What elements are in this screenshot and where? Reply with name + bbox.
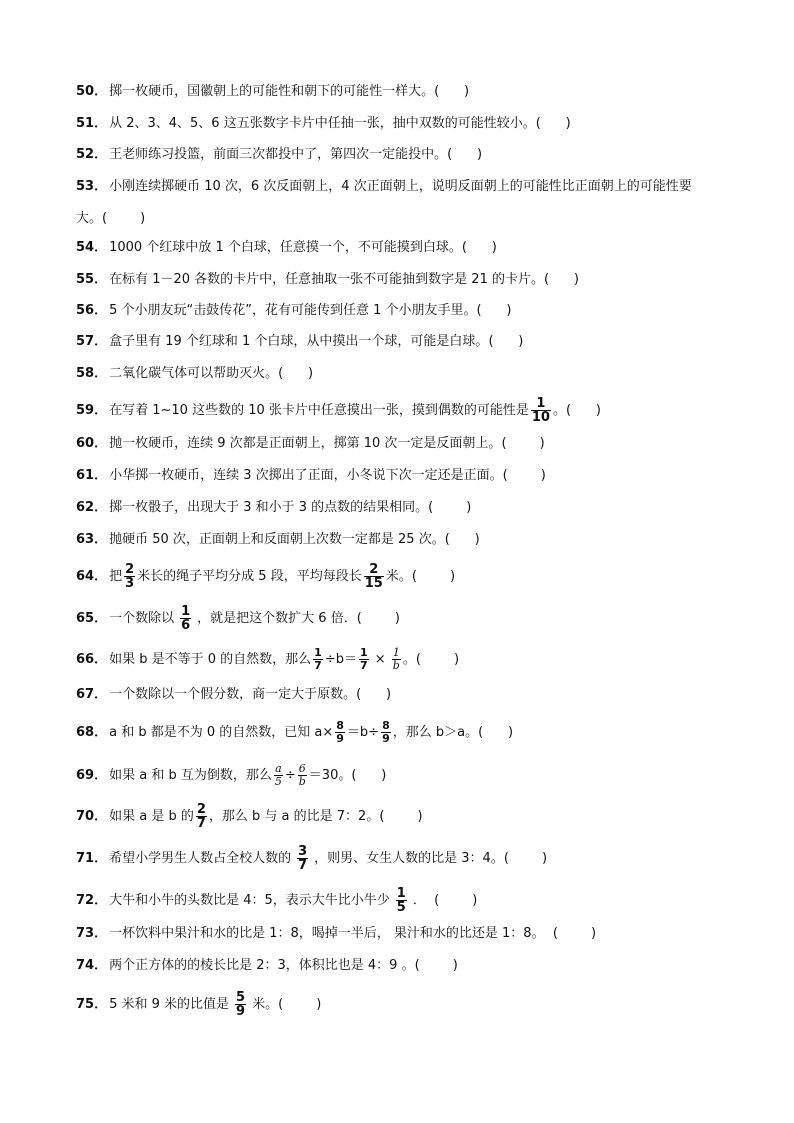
fraction: $\frac{6}{b}$ <box>298 762 306 788</box>
question-text: 小华掷一枚硬币，连续 3 次掷出了正面，小冬说下次一定还是正面。 <box>109 468 503 483</box>
question-text: 王老师练习投篮，前面三次都投中了，第四次一定能投中。 <box>109 147 448 162</box>
question-57: 57． 盒子里有 19 个红球和 1 个白球，从中摸出一个球，可能是白球。( ) <box>76 334 524 349</box>
question-text: 二氧化碳气体可以帮助灭火。 <box>109 366 279 381</box>
fraction: $\frac{1}{10}$ <box>531 396 550 425</box>
question-text: 掷一枚硬币，国徽朝上的可能性和朝下的可能性一样大。 <box>109 84 435 99</box>
fraction: $\frac{a}{5}$ <box>274 762 282 788</box>
question-63: 63． 抛硬币 50 次，正面朝上和反面朝上次数一定都是 25 次。( ) <box>76 532 480 547</box>
question-text: 5 米和 9 米的比值是 <box>109 997 230 1012</box>
question-72: 72． 大牛和小牛的头数比是 4：5，表示大牛比小牛少 $\frac{1}{5}$ ． ( ) <box>76 886 478 915</box>
answer-blank[interactable]: ( ) <box>535 116 571 131</box>
fraction: $\frac{5}{9}$ <box>236 990 246 1019</box>
answer-blank[interactable]: ( ) <box>434 84 470 99</box>
answer-blank[interactable]: ( ) <box>502 468 546 483</box>
answer-blank[interactable]: ( ) <box>461 240 497 255</box>
question-62: 62． 掷一枚骰子，出现大于 3 和小于 3 的点数的结果相同。( ) <box>76 500 472 515</box>
answer-blank[interactable]: ( ) <box>415 652 460 667</box>
question-70: 70． 如果 a 是 b 的 $\frac{2}{7}$ ，那么 b 与 a 的比是 7：2。( ) <box>76 802 423 831</box>
answer-blank[interactable]: ( ) <box>425 893 478 908</box>
answer-blank[interactable]: ( ) <box>379 809 423 824</box>
question-text: 1000 个红球中放 1 个白球，任意摸一个，不可能摸到白球。 <box>109 240 462 255</box>
answer-blank[interactable]: ( ) <box>411 569 456 584</box>
question-51: 51． 从 2、3、4、5、6 这五张数字卡片中任抽一张，抽中双数的可能性较小。( ) <box>76 116 571 131</box>
question-73: 73． 一杯饮料中果汁和水的比是 1：8，喝掉一半后， 果汁和水的比还是 1：8。 ( ) <box>76 926 597 941</box>
answer-blank[interactable]: ( ) <box>543 272 579 287</box>
question-68: 68． a 和 b 都是不为 0 的自然数，已知 a× $\frac{8}{9}$ ＝b÷ $\frac{8}{9}$ ，那么 b＞a。( ) <box>76 719 514 745</box>
answer-blank[interactable]: ( ) <box>102 211 146 226</box>
fraction: $\frac{1}{b}$ <box>392 646 400 672</box>
question-50: 50． 掷一枚硬币，国徽朝上的可能性和朝下的可能性一样大。( ) <box>76 84 470 99</box>
fraction: $\frac{3}{7}$ <box>298 844 308 873</box>
question-text: 抛一枚硬币，连续 9 次都是正面朝上，掷第 10 次一定是反面朝上。 <box>109 436 502 451</box>
question-69: 69． 如果 a 和 b 互为倒数，那么 $\frac{a}{5}$ ÷ $\frac{6}{b}$ ＝30。( ) <box>76 762 387 788</box>
question-67: 67． 一个数除以一个假分数，商一定大于原数。( ) <box>76 687 392 702</box>
question-56: 56． 5 个小朋友玩“击鼓传花”，花有可能传到任意 1 个小朋友手里。( ) <box>76 303 512 318</box>
answer-blank[interactable]: ( ) <box>278 997 322 1012</box>
question-text: 一个数除以 <box>109 611 175 626</box>
question-54: 54． 1000 个红球中放 1 个白球，任意摸一个，不可能摸到白球。( ) <box>76 240 497 255</box>
answer-blank[interactable]: ( ) <box>476 303 512 318</box>
question-text: 抛硬币 50 次，正面朝上和反面朝上次数一定都是 25 次。 <box>109 532 445 547</box>
answer-blank[interactable]: ( ) <box>414 958 458 973</box>
question-text: 一个数除以一个假分数，商一定大于原数。 <box>109 687 357 702</box>
question-text: 盒子里有 19 个红球和 1 个白球，从中摸出一个球，可能是白球。 <box>109 334 489 349</box>
answer-blank[interactable]: ( ) <box>356 611 400 626</box>
question-52: 52． 王老师练习投篮，前面三次都投中了，第四次一定能投中。( ) <box>76 147 483 162</box>
fraction: $\frac{8}{9}$ <box>336 719 344 745</box>
answer-blank[interactable]: ( ) <box>351 768 387 783</box>
fraction: $\frac{1}{5}$ <box>396 886 406 915</box>
question-text: 在写着 1~10 这些数的 10 张卡片中任意摸出一张，摸到偶数的可能性是 <box>109 403 529 418</box>
answer-blank[interactable]: ( ) <box>447 147 483 162</box>
question-66: 66． 如果 b 是不等于 0 的自然数，那么 $\frac{1}{7}$ ÷b＝ $\frac{1}{7}$ × $\frac{1}{b}$ 。( ) <box>76 646 460 672</box>
question-55: 55． 在标有 1－20 各数的卡片中，任意抽取一张不可能抽到数字是 21 的卡片。( ) <box>76 272 579 287</box>
question-text: 大牛和小牛的头数比是 4：5，表示大牛比小牛少 <box>109 893 390 908</box>
answer-blank[interactable]: ( ) <box>356 687 392 702</box>
question-text: 5 个小朋友玩“击鼓传花”，花有可能传到任意 1 个小朋友手里。 <box>109 303 477 318</box>
question-65: 65． 一个数除以 $\frac{1}{6}$ ，就是把这个数扩大 6 倍．( ) <box>76 604 400 633</box>
question-text: 一杯饮料中果汁和水的比是 1：8，喝掉一半后， 果汁和水的比还是 1：8。 <box>109 926 545 941</box>
answer-blank[interactable]: ( ) <box>428 500 472 515</box>
question-text: a 和 b 都是不为 0 的自然数，已知 a× <box>109 725 334 740</box>
question-text: 两个正方体的的棱长比是 2：3，体积比也是 4：9 。 <box>109 958 415 973</box>
question-text: 小刚连续掷硬币 10 次，6 次反面朝上，4 次正面朝上，说明反面朝上的可能性比正面朝上的可能性要大。 <box>76 179 692 226</box>
answer-blank[interactable]: ( ) <box>278 366 314 381</box>
question-text: 如果 a 和 b 互为倒数，那么 <box>109 768 272 783</box>
fraction: $\frac{2}{3}$ <box>125 562 135 591</box>
question-74: 74． 两个正方体的的棱长比是 2：3，体积比也是 4：9 。( ) <box>76 958 458 973</box>
question-61: 61． 小华掷一枚硬币，连续 3 次掷出了正面，小冬说下次一定还是正面。( ) <box>76 468 546 483</box>
question-text: 把 <box>109 569 123 584</box>
question-text: 掷一枚骰子，出现大于 3 和小于 3 的点数的结果相同。 <box>109 500 429 515</box>
answer-blank[interactable]: ( ) <box>478 725 514 740</box>
question-text: 如果 a 是 b 的 <box>109 809 194 824</box>
fraction: $\frac{2}{15}$ <box>364 562 383 591</box>
question-75: 75． 5 米和 9 米的比值是 $\frac{5}{9}$ 米。( ) <box>76 990 322 1019</box>
fraction: $\frac{8}{9}$ <box>382 719 390 745</box>
question-59: 59． 在写着 1~10 这些数的 10 张卡片中任意摸出一张，摸到偶数的可能性是 $\frac{1}{10}$ 。( ) <box>76 396 601 425</box>
fraction: $\frac{1}{7}$ <box>314 646 322 672</box>
answer-blank[interactable]: ( ) <box>565 403 601 418</box>
fraction: $\frac{2}{7}$ <box>196 802 206 831</box>
fraction: $\frac{1}{7}$ <box>359 646 368 672</box>
question-71: 71． 希望小学男生人数占全校人数的 $\frac{3}{7}$ ，则男、女生人数的比是 3：4。( ) <box>76 844 548 873</box>
question-text: 从 2、3、4、5、6 这五张数字卡片中任抽一张，抽中双数的可能性较小。 <box>109 116 536 131</box>
answer-blank[interactable]: ( ) <box>444 532 480 547</box>
question-53: 53． 小刚连续掷硬币 10 次，6 次反面朝上，4 次正面朝上，说明反面朝上的可能性比正面朝上的可能性要大。( ) <box>76 179 692 226</box>
question-text: 在标有 1－20 各数的卡片中，任意抽取一张不可能抽到数字是 21 的卡片。 <box>109 272 544 287</box>
question-text: 如果 b 是不等于 0 的自然数，那么 <box>109 652 312 667</box>
answer-blank[interactable]: ( ) <box>503 851 548 866</box>
answer-blank[interactable]: ( ) <box>488 334 524 349</box>
fraction: $\frac{1}{6}$ <box>181 604 191 633</box>
question-58: 58． 二氧化碳气体可以帮助灭火。( ) <box>76 366 314 381</box>
answer-blank[interactable]: ( ) <box>501 436 545 451</box>
answer-blank[interactable]: ( ) <box>544 926 597 941</box>
question-64: 64． 把 $\frac{2}{3}$ 米长的绳子平均分成 5 段，平均每段长 $\frac{2}{15}$ 米。( ) <box>76 562 456 591</box>
question-text: 希望小学男生人数占全校人数的 <box>109 851 292 866</box>
question-60: 60． 抛一枚硬币，连续 9 次都是正面朝上，掷第 10 次一定是反面朝上。( ) <box>76 436 545 451</box>
